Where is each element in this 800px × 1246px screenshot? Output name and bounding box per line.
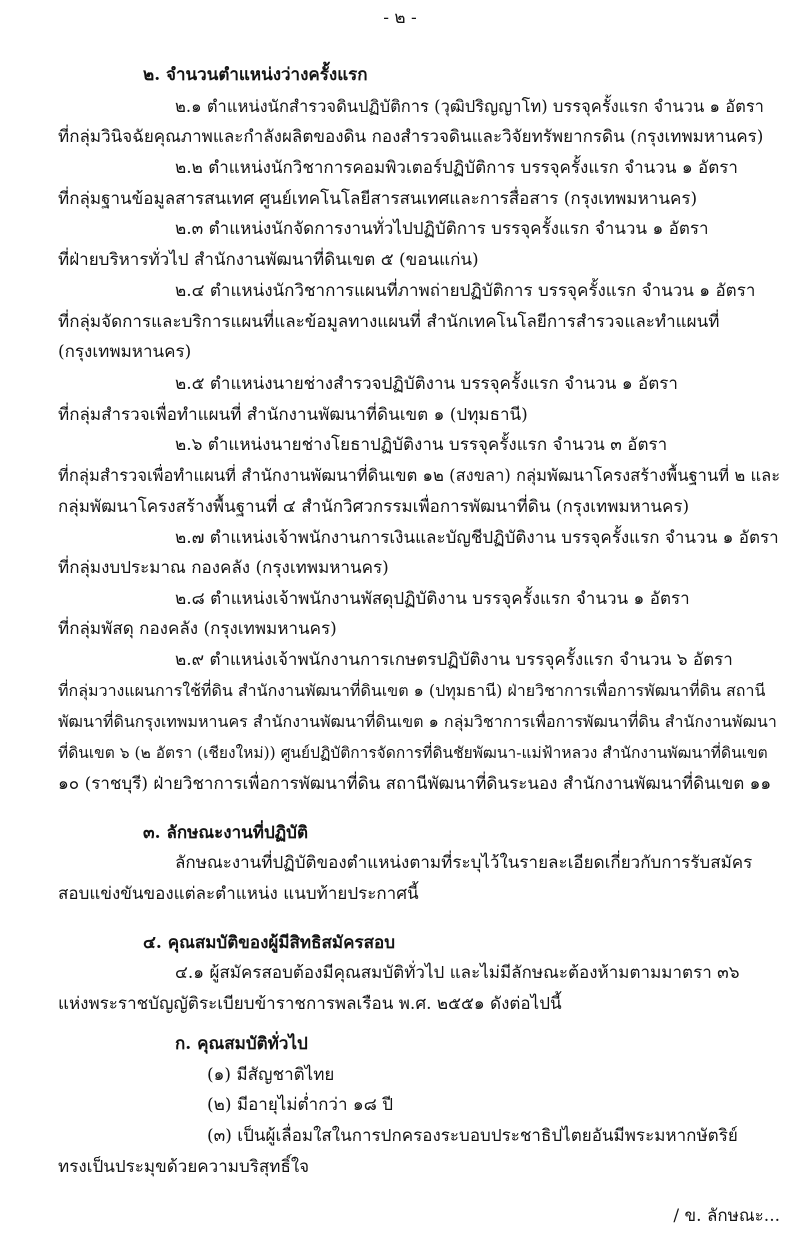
qualification-3-line-1: (๓) เป็นผู้เลื่อมใสในการปกครองระบอบประชาธิปไตยอันมีพระมหากษัตริย์ xyxy=(207,1126,738,1146)
item-2-1: ๒.๑ ตำแหน่งนักสำรวจดินปฏิบัติการ (วุฒิปริญญาโท) บรรจุครั้งแรก จำนวน ๑ อัตรา xyxy=(175,97,764,116)
item-2-5-cont: ที่กลุ่มสำรวจเพื่อทำแผนที่ สำนักงานพัฒนาที่ดินเขต ๑ (ปทุมธานี) xyxy=(58,405,528,425)
item-2-2: ๒.๒ ตำแหน่งนักวิชาการคอมพิวเตอร์ปฏิบัติการ บรรจุครั้งแรก จำนวน ๑ อัตรา xyxy=(175,158,738,178)
section-4-heading: ๔. คุณสมบัติของผู้มีสิทธิสมัครสอบ xyxy=(143,933,395,953)
item-2-9-cont-3: ที่ดินเขต ๖ (๒ อัตรา (เชียงใหม่)) ศูนย์ปฏิบัติการจัดการที่ดินชัยพัฒนา-แม่ฟ้าหลวง สำนักงานพัฒนาที่ดินเขต xyxy=(58,744,768,762)
section-3-line-2: สอบแข่งขันของแต่ละตำแหน่ง แนบท้ายประกาศนี้ xyxy=(58,884,419,904)
continuation-note: / ข. ลักษณะ... xyxy=(673,1206,780,1226)
item-2-7-cont: ที่กลุ่มงบประมาณ กองคลัง (กรุงเทพมหานคร) xyxy=(58,558,389,578)
item-2-7: ๒.๗ ตำแหน่งเจ้าพนักงานการเงินและบัญชีปฏิบัติงาน บรรจุครั้งแรก จำนวน ๑ อัตรา xyxy=(175,528,779,548)
section-4-1-line-2: แห่งพระราชบัญญัติระเบียบข้าราชการพลเรือน พ.ศ. ๒๕๕๑ ดังต่อไปนี้ xyxy=(58,994,562,1014)
item-2-4-cont-2: (กรุงเทพมหานคร) xyxy=(58,342,192,362)
qualification-1: (๑) มีสัญชาติไทย xyxy=(207,1065,335,1085)
item-2-6-cont-1: ที่กลุ่มสำรวจเพื่อทำแผนที่ สำนักงานพัฒนาที่ดินเขต ๑๒ (สงขลา) กลุ่มพัฒนาโครงสร้างพื้นฐานที่ ๒ และ xyxy=(58,466,781,485)
sub-a-heading: ก. คุณสมบัติทั่วไป xyxy=(175,1034,308,1054)
item-2-8-cont: ที่กลุ่มพัสดุ กองคลัง (กรุงเทพมหานคร) xyxy=(58,619,337,639)
item-2-2-cont: ที่กลุ่มฐานข้อมูลสารสนเทศ ศูนย์เทคโนโลยีสารสนเทศและการสื่อสาร (กรุงเทพมหานคร) xyxy=(58,189,698,209)
item-2-4-cont-1: ที่กลุ่มจัดการและบริการแผนที่และข้อมูลทางแผนที่ สำนักเทคโนโลยีการสำรวจและทำแผนที่ xyxy=(58,312,720,332)
item-2-9-cont-4: ๑๐ (ราชบุรี) ฝ่ายวิชาการเพื่อการพัฒนาที่ดิน สถานีพัฒนาที่ดินระนอง สำนักงานพัฒนาที่ดินเขต ๑๑ xyxy=(58,774,772,794)
item-2-6-cont-2: กลุ่มพัฒนาโครงสร้างพื้นฐานที่ ๔ สำนักวิศวกรรมเพื่อการพัฒนาที่ดิน (กรุงเทพมหานคร) xyxy=(58,497,690,517)
item-2-1-cont: ที่กลุ่มวินิจฉัยคุณภาพและกำลังผลิตของดิน กองสำรวจดินและวิจัยทรัพยากรดิน (กรุงเทพมหานคร) xyxy=(58,127,764,147)
item-2-3: ๒.๓ ตำแหน่งนักจัดการงานทั่วไปปฏิบัติการ บรรจุครั้งแรก จำนวน ๑ อัตรา xyxy=(175,219,709,239)
section-3-line-1: ลักษณะงานที่ปฏิบัติของตำแหน่งตามที่ระบุไว้ในรายละเอียดเกี่ยวกับการรับสมัคร xyxy=(175,853,753,873)
item-2-9: ๒.๙ ตำแหน่งเจ้าพนักงานการเกษตรปฏิบัติงาน บรรจุครั้งแรก จำนวน ๖ อัตรา xyxy=(175,650,733,670)
item-2-4: ๒.๔ ตำแหน่งนักวิชาการแผนที่ภาพถ่ายปฏิบัติการ บรรจุครั้งแรก จำนวน ๑ อัตรา xyxy=(175,281,756,301)
qualification-2: (๒) มีอายุไม่ต่ำกว่า ๑๘ ปี xyxy=(207,1095,394,1115)
page-number: - ๒ - xyxy=(383,8,417,28)
item-2-8: ๒.๘ ตำแหน่งเจ้าพนักงานพัสดุปฏิบัติงาน บรรจุครั้งแรก จำนวน ๑ อัตรา xyxy=(175,589,690,609)
item-2-6: ๒.๖ ตำแหน่งนายช่างโยธาปฏิบัติงาน บรรจุครั้งแรก จำนวน ๓ อัตรา xyxy=(175,435,668,455)
item-2-3-cont: ที่ฝ่ายบริหารทั่วไป สำนักงานพัฒนาที่ดินเขต ๕ (ขอนแก่น) xyxy=(58,250,479,270)
item-2-9-cont-2: พัฒนาที่ดินกรุงเทพมหานคร สำนักงานพัฒนาที่ดินเขต ๑ กลุ่มวิชาการเพื่อการพัฒนาที่ดิน สำนักงานพัฒนา xyxy=(58,712,777,731)
section-4-1-line-1: ๔.๑ ผู้สมัครสอบต้องมีคุณสมบัติทั่วไป และไม่มีลักษณะต้องห้ามตามมาตรา ๓๖ xyxy=(175,963,740,983)
section-2-heading: ๒. จำนวนตำแหน่งว่างครั้งแรก xyxy=(143,65,368,85)
qualification-3-line-2: ทรงเป็นประมุขด้วยความบริสุทธิ์ใจ xyxy=(58,1157,310,1177)
item-2-9-cont-1: ที่กลุ่มวางแผนการใช้ที่ดิน สำนักงานพัฒนาที่ดินเขต ๑ (ปทุมธานี) ฝ่ายวิชาการเพื่อการพัฒนาที่ดิน สถานี xyxy=(58,681,766,700)
section-3-heading: ๓. ลักษณะงานที่ปฏิบัติ xyxy=(143,823,308,843)
item-2-5: ๒.๕ ตำแหน่งนายช่างสำรวจปฏิบัติงาน บรรจุครั้งแรก จำนวน ๑ อัตรา xyxy=(175,374,678,394)
